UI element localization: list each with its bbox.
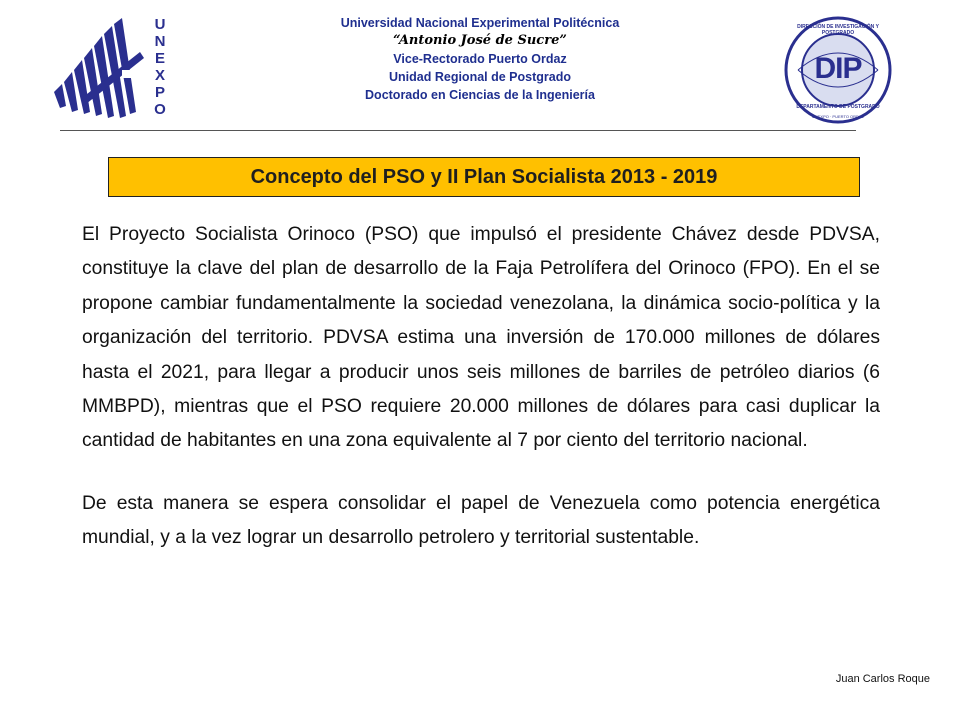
unexpo-logo-text: UNEXPO [154, 16, 166, 118]
university-name: Universidad Nacional Experimental Politécnica [340, 16, 620, 30]
header-divider [60, 130, 856, 131]
dip-seal-bottom-text: DEPARTAMENTO DE POSTGRADO [796, 104, 880, 110]
dip-seal-center-text: DIP [814, 52, 862, 85]
paragraph-2: De esta manera se espera consolidar el papel de Venezuela como potencia energética mundial, y a la vez lograr un desarrollo petrolero y territorial sustentable. [82, 492, 880, 549]
author-credit: Juan Carlos Roque [835, 673, 930, 685]
dip-seal-top-text: DIRECCIÓN DE INVESTIGACIÓN Y POSTGRADO [797, 24, 879, 36]
postgraduate-unit: Unidad Regional de Postgrado [389, 70, 571, 84]
university-subtitle: “Antonio José de Sucre” [393, 33, 567, 48]
institution-header [230, 14, 730, 104]
slide-title [108, 157, 860, 197]
unexpo-logo [52, 12, 182, 124]
body-text [82, 218, 880, 584]
dip-seal-logo [778, 14, 898, 126]
doctorate-program: Doctorado en Ciencias de la Ingeniería [365, 88, 595, 102]
slide-title-text: Concepto del PSO y II Plan Socialista 2013 - 2019 [250, 165, 718, 188]
paragraph-1: El Proyecto Socialista Orinoco (PSO) que impulsó el presidente Chávez desde PDVSA, constituye la clave del plan de desarrollo de la Faja Petrolífera del Orinoco (FPO). En el se propone cambiar fundamentalmente la sociedad venezolana, la dinámica socio-política y la organización del territorio. PDVSA estima una inversión de 170.000 millones de dólares hasta el 2021, para llegar a producir unos seis millones de barriles de petróleo diarios (6 MMBPD), mientras que el PSO requiere 20.000 millones de dólares para casi duplicar la cantidad de habitantes en una zona equivalente al 7 por ciento del territorio nacional. [82, 224, 880, 452]
dip-seal-sub-text: UNEXPO · PUERTO ORDAZ [811, 114, 865, 119]
vice-rectorate: Vice-Rectorado Puerto Ordaz [393, 52, 567, 66]
